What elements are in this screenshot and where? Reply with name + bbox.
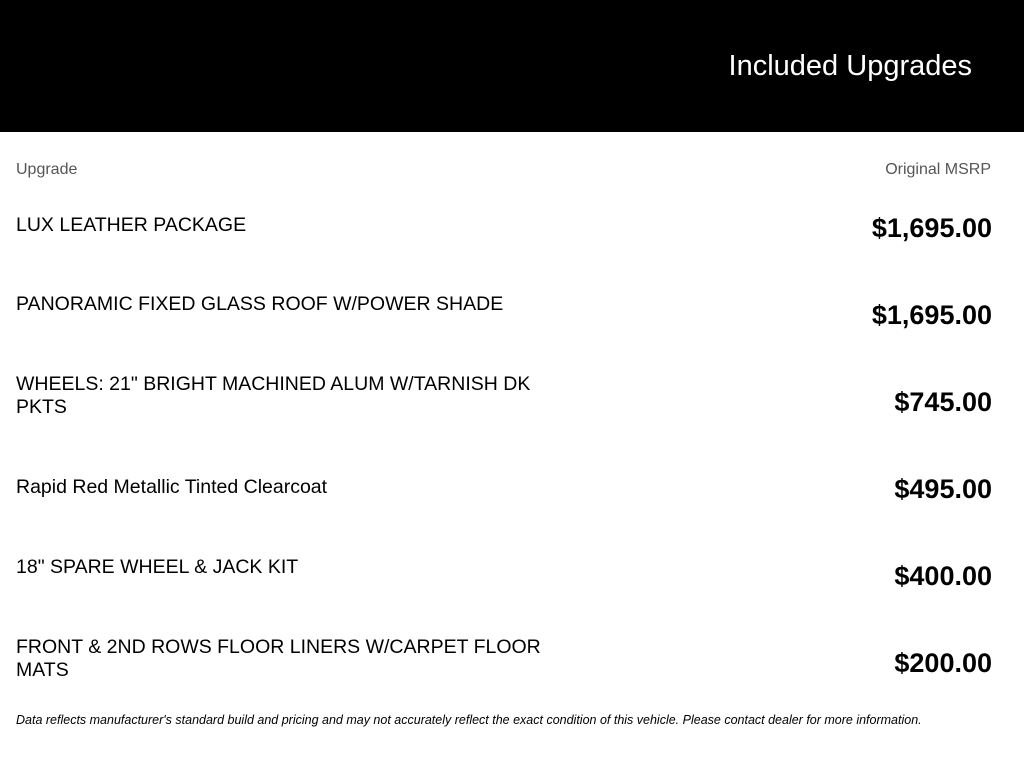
column-header-upgrade: Upgrade [16,161,78,178]
upgrade-price: $495.00 [894,474,992,504]
upgrade-row [0,556,1024,626]
upgrade-row [0,635,1024,705]
upgrade-name: Rapid Red Metallic Tinted Clearcoat [16,476,328,498]
upgrade-price: $1,695.00 [871,213,992,243]
upgrade-price: $745.00 [894,387,992,417]
upgrade-row [0,476,1024,546]
upgrade-row [0,372,1024,442]
page-title: Included Upgrades [728,50,972,82]
upgrade-price: $200.00 [894,648,992,678]
upgrade-price: $1,695.00 [871,300,992,330]
upgrade-name: PANORAMIC FIXED GLASS ROOF W/POWER SHADE [16,293,504,315]
upgrade-price: $400.00 [894,561,992,591]
upgrade-name: 18" SPARE WHEEL & JACK KIT [16,556,299,578]
upgrade-name: WHEELS: 21" BRIGHT MACHINED ALUM W/TARNISH DK PKTS [16,373,531,418]
upgrade-name: LUX LEATHER PACKAGE [16,214,247,236]
upgrade-row [0,292,1024,362]
upgrade-name: FRONT & 2ND ROWS FLOOR LINERS W/CARPET FLOOR MATS [16,636,541,681]
disclaimer-text: Data reflects manufacturer's standard build and pricing and may not accurately reflect the exact condition of this vehicle. Please contact dealer for more information. [16,713,922,727]
header-bar [0,0,1024,132]
upgrade-row [0,212,1024,282]
column-header-msrp: Original MSRP [885,161,991,178]
